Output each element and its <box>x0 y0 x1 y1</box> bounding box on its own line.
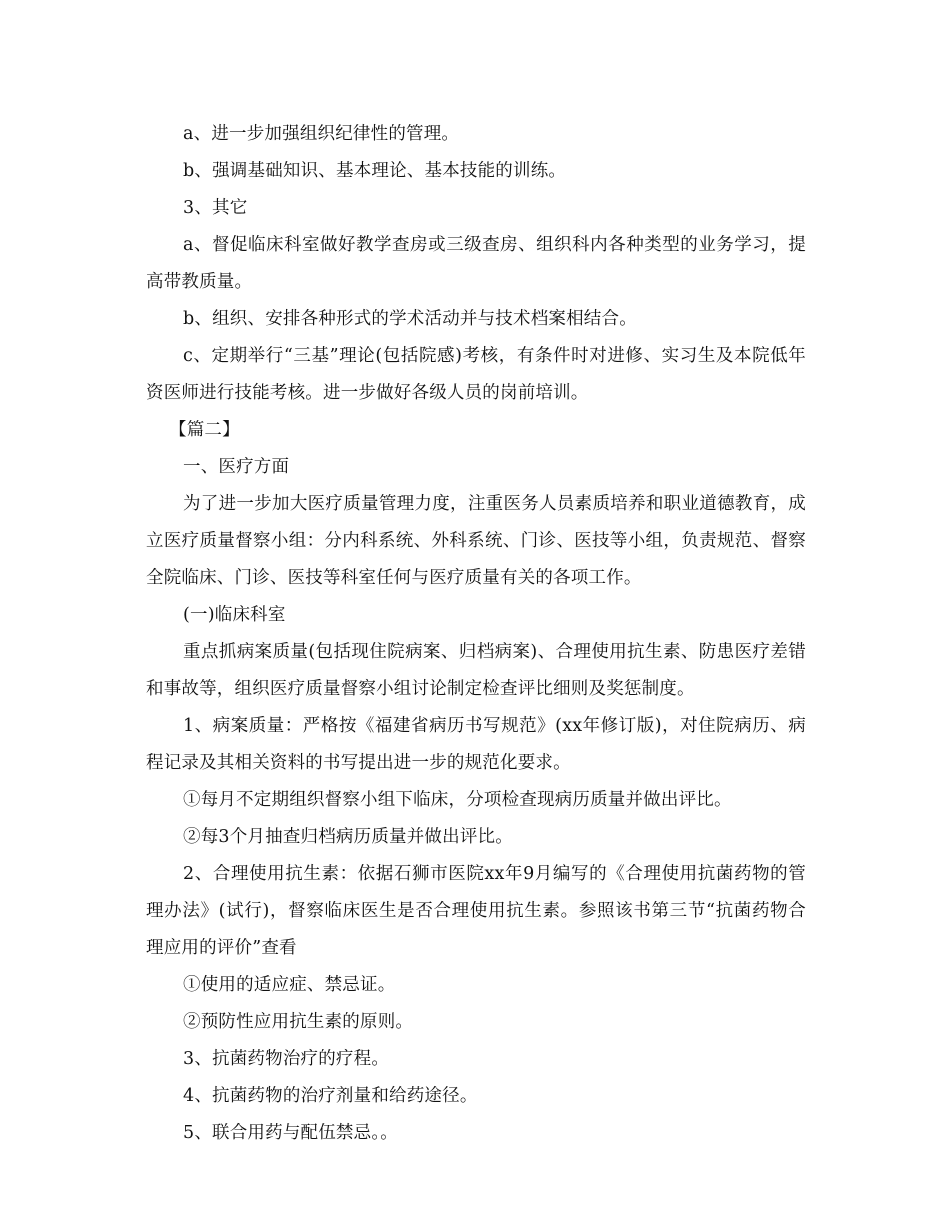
paragraph: b、强调基础知识、基本理论、基本技能的训练。 <box>183 161 567 181</box>
paragraph: c、定期举行“三基”理论(包括院感)考核，有条件时对进修、实习生及本院低年资医师进行技能考核。进一步做好各级人员的岗前培训。 <box>146 346 806 403</box>
section-heading: 一、医疗方面 <box>183 457 290 477</box>
subsection-heading: (一)临床科室 <box>183 605 286 625</box>
paragraph: 2、合理使用抗生素：依据石狮市医院xx年9月编写的《合理使用抗菌药物的管理办法》(试行)，督察临床医生是否合理使用抗生素。参照该书第三节“抗菌药物合理应用的评价”查看 <box>146 864 806 958</box>
section-heading: 3、其它 <box>183 198 248 218</box>
list-item: ②每3个月抽查归档病历质量并做出评比。 <box>183 827 513 847</box>
part-heading: 【篇二】 <box>169 420 240 440</box>
paragraph: a、督促临床科室做好教学查房或三级查房、组织科内各种类型的业务学习，提高带教质量。 <box>146 235 806 292</box>
paragraph: 重点抓病案质量(包括现住院病案、归档病案)、合理使用抗生素、防患医疗差错和事故等，组织医疗质量督察小组讨论制定检查评比细则及奖惩制度。 <box>146 642 806 699</box>
list-item: ①使用的适应症、禁忌证。 <box>183 975 396 995</box>
paragraph: b、组织、安排各种形式的学术活动并与技术档案相结合。 <box>183 309 637 329</box>
list-item: 5、联合用药与配伍禁忌。。 <box>183 1123 398 1143</box>
paragraph: 为了进一步加大医疗质量管理力度，注重医务人员素质培养和职业道德教育，成立医疗质量督察小组：分内科系统、外科系统、门诊、医技等小组，负责规范、督察全院临床、门诊、医技等科室任何与医疗质量有关的各项工作。 <box>146 494 806 588</box>
list-item: ①每月不定期组织督察小组下临床，分项检查现病历质量并做出评比。 <box>183 790 732 810</box>
paragraph: 1、病案质量：严格按《福建省病历书写规范》(xx年修订版)，对住院病历、病程记录及其相关资料的书写提出进一步的规范化要求。 <box>146 716 806 773</box>
list-item: ②预防性应用抗生素的原则。 <box>183 1012 414 1032</box>
paragraph: a、进一步加强组织纪律性的管理。 <box>183 124 460 144</box>
document-body <box>146 116 806 1152</box>
list-item: 4、抗菌药物的治疗剂量和给药途径。 <box>183 1086 478 1106</box>
list-item: 3、抗菌药物治疗的疗程。 <box>183 1049 390 1069</box>
